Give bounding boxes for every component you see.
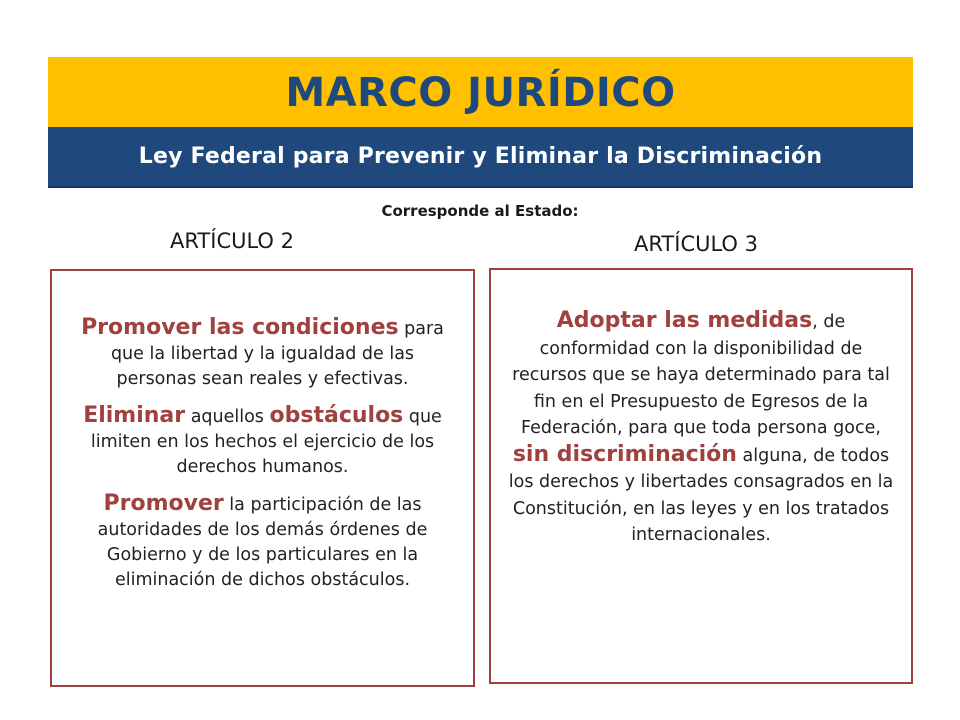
emphasis-text: obstáculos <box>269 403 404 428</box>
article-3-box <box>489 268 913 684</box>
emphasis-text: Eliminar <box>83 403 186 428</box>
body-text: aquellos <box>185 407 270 427</box>
subtitle-banner <box>48 127 913 188</box>
article-3-paragraph <box>505 308 897 549</box>
body-text: que limiten en los hechos el ejercicio de los derechos humanos. <box>90 407 442 477</box>
page-title: MARCO JURÍDICO <box>285 70 676 116</box>
article-2-heading: ARTÍCULO 2 <box>170 229 295 253</box>
body-text: , de conformidad con la disponibilidad de recursos que se haya determinado para tal fin en el Presupuesto de Egresos de la Federación, para que toda persona goce, <box>512 312 890 438</box>
article-2-box <box>50 269 475 687</box>
emphasis-text: Adoptar las medidas <box>556 308 813 333</box>
body-text: alguna, de todos los derechos y libertades consagrados en la Constitución, en las leyes y en los tratados internacionales. <box>508 445 894 545</box>
emphasis-text: Promover las condiciones <box>81 315 399 340</box>
intro-text: Corresponde al Estado: <box>381 202 579 220</box>
body-text: la participación de las autoridades de los demás órdenes de Gobierno y de los particulares en la eliminación de dichos obstáculos. <box>97 495 428 590</box>
body-text: para que la libertad y la igualdad de las personas sean reales y efectivas. <box>110 319 444 389</box>
article-2-paragraph-1 <box>70 315 455 392</box>
article-2-paragraph-2 <box>70 403 455 480</box>
emphasis-text: Promover <box>103 491 224 516</box>
title-banner <box>48 57 913 127</box>
article-2-paragraph-3 <box>70 491 455 593</box>
emphasis-text: sin discriminación <box>512 441 737 467</box>
law-name: Ley Federal para Prevenir y Eliminar la Discriminación <box>138 144 823 169</box>
article-3-heading: ARTÍCULO 3 <box>634 232 759 256</box>
